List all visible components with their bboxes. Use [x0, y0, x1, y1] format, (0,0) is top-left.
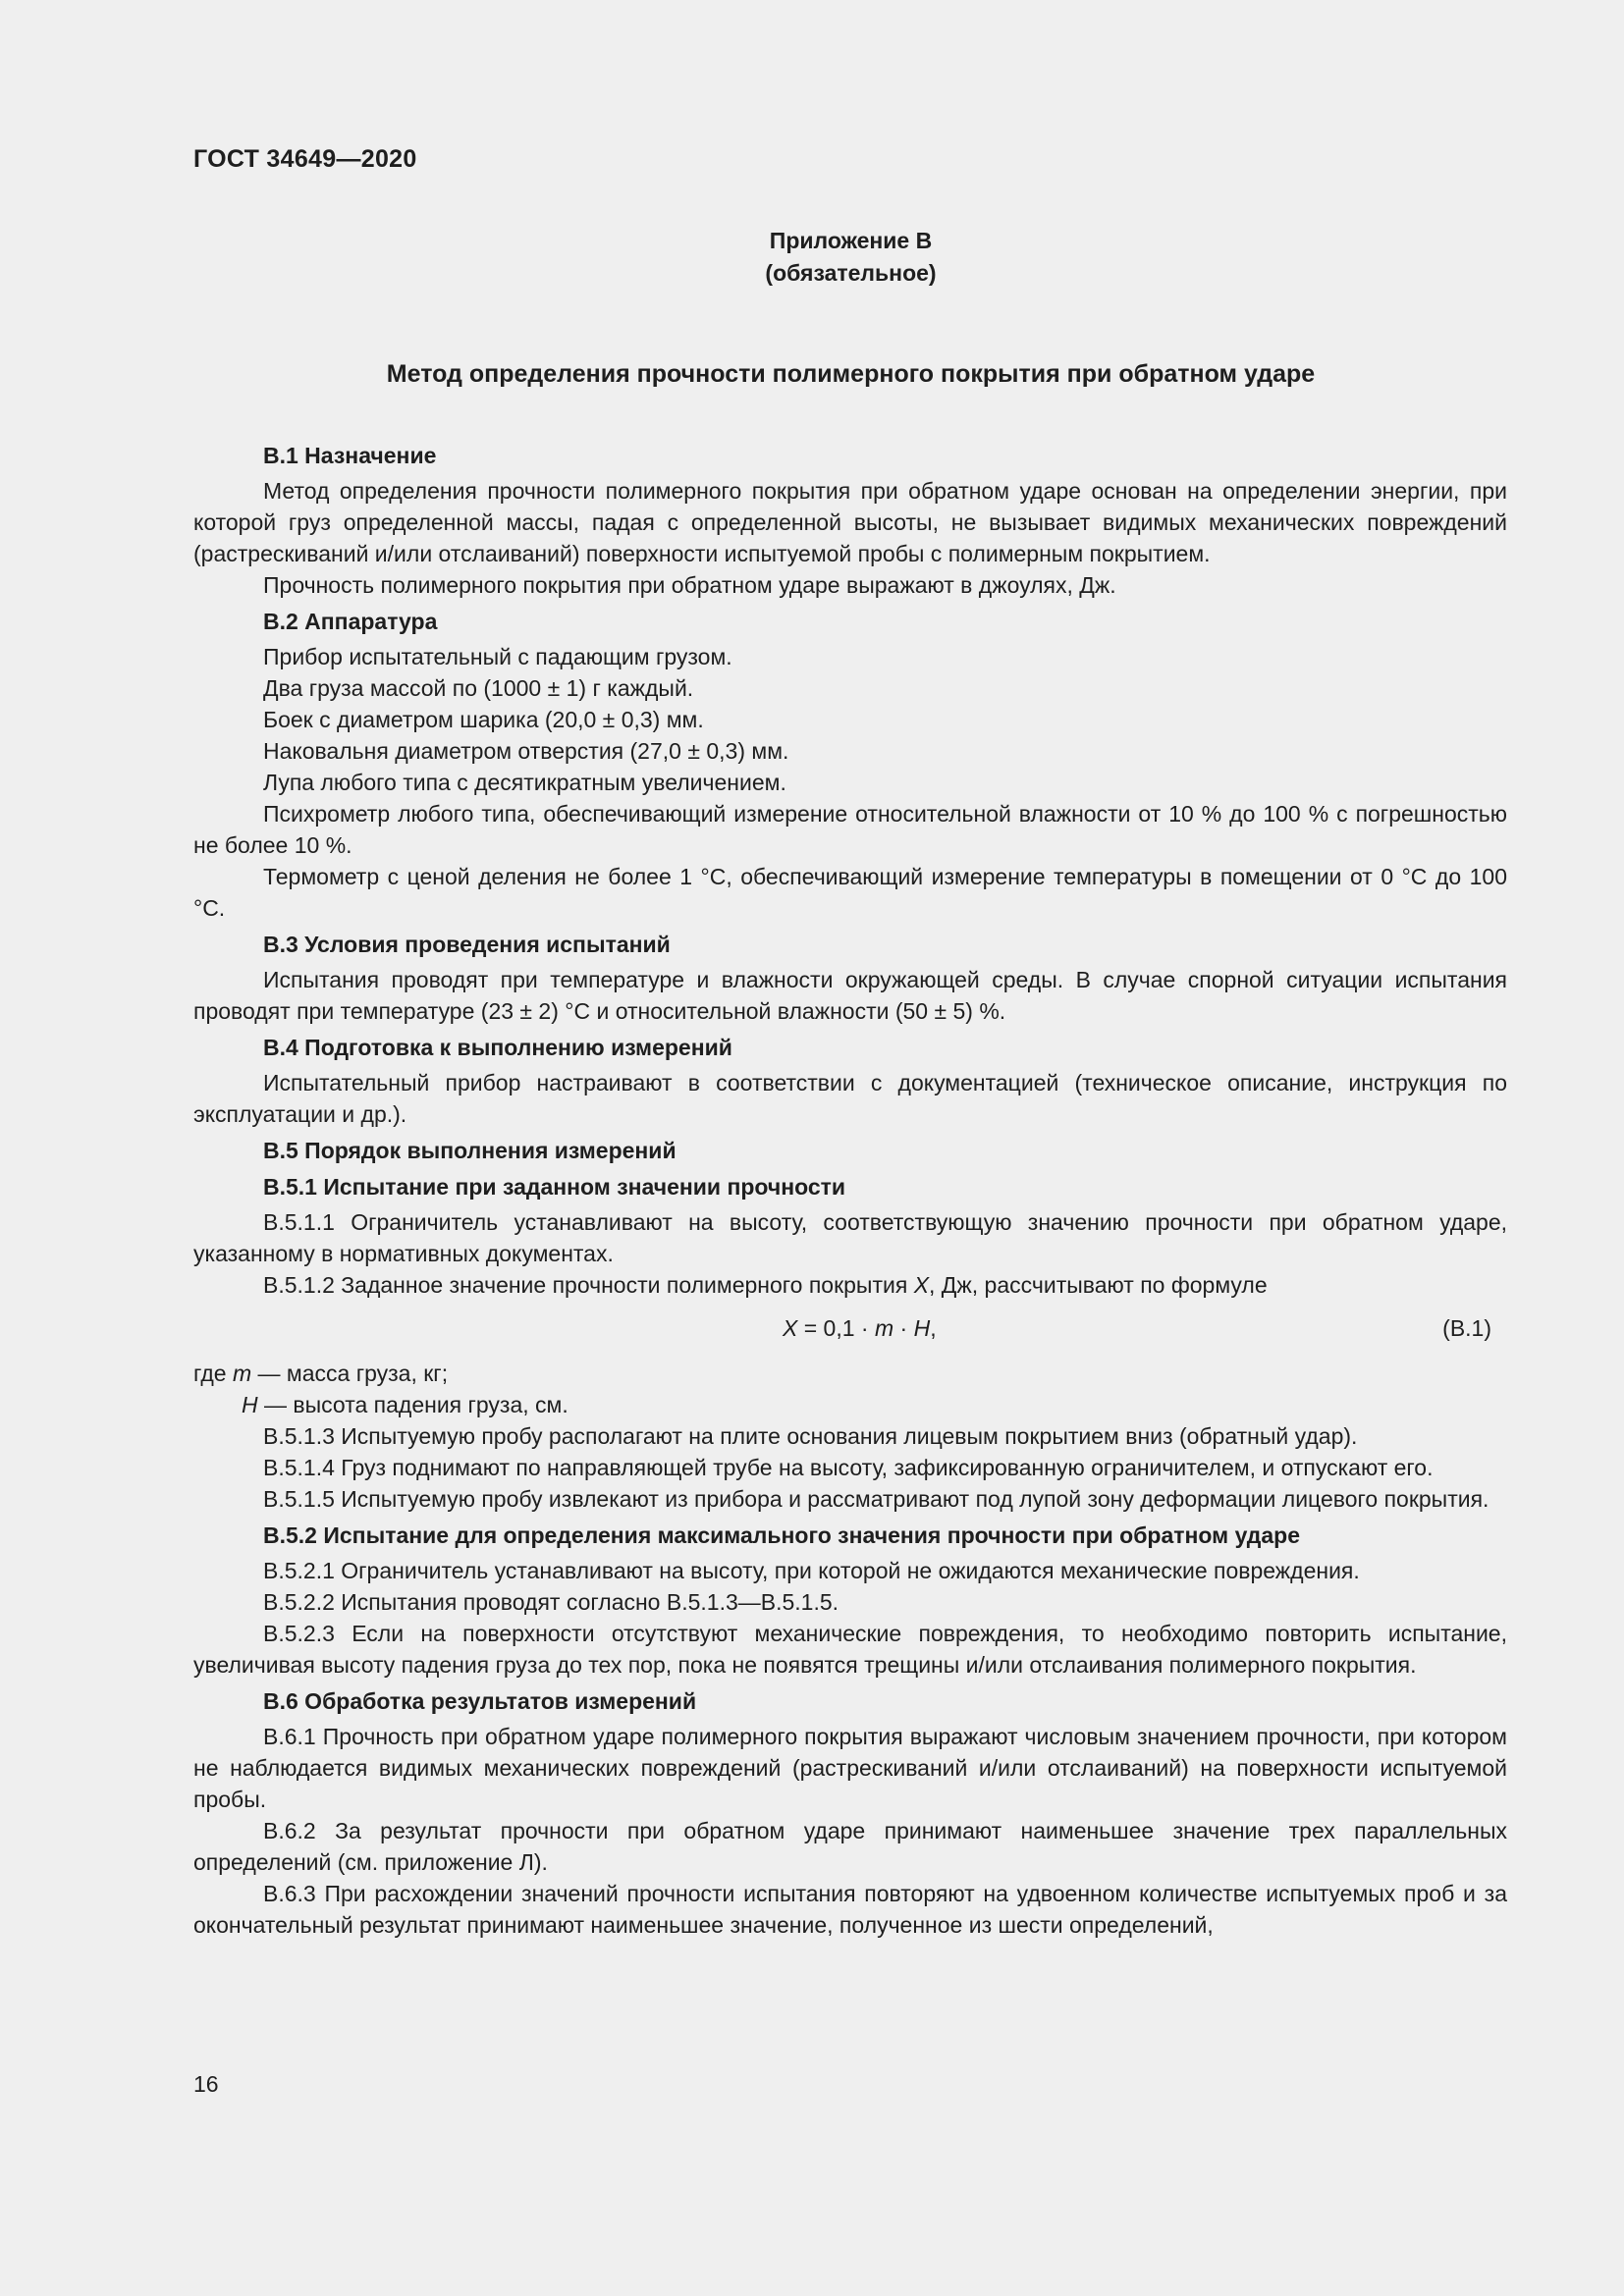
- formula-var-m: m: [874, 1315, 894, 1341]
- annex-status: (обязательное): [765, 260, 937, 286]
- variable-m: m: [232, 1361, 252, 1386]
- method-title: Метод определения прочности полимерного покрытия при обратном ударе: [386, 360, 1316, 388]
- paragraph: В.5.1.3 Испытуемую пробу располагают на плите основания лицевым покрытием вниз (обратный удар).: [263, 1423, 1358, 1449]
- text-run: В.5.1.2 Заданное значение прочности полимерного покрытия: [263, 1272, 914, 1298]
- text-run: , Дж, рассчитывают по формуле: [929, 1272, 1268, 1298]
- formula-op: = 0,1 ·: [797, 1315, 875, 1341]
- paragraph: В.5.2.3 Если на поверхности отсутствуют механические повреждения, то необходимо повторить испытание, увеличивая высоту падения груза до тех пор, пока не появятся трещины и/или отслаивания полимерного покрытия.: [193, 1621, 1507, 1678]
- paragraph: В.5.2.2 Испытания проводят согласно В.5.1.3—В.5.1.5.: [263, 1589, 839, 1615]
- paragraph: В.6.1 Прочность при обратном ударе полимерного покрытия выражают числовым значением прочности, при котором не наблюдается видимых механических повреждений (растрескиваний и/или отслаиваний) на поверхности испытуемой пробы.: [193, 1724, 1507, 1812]
- paragraph: В.5.2.1 Ограничитель устанавливают на высоту, при которой не ожидаются механические повреждения.: [263, 1558, 1360, 1583]
- paragraph: Испытания проводят при температуре и влажности окружающей среды. В случае спорной ситуации испытания проводят при температуре (23 ± 2) °С и относительной влажности (50 ± 5) %.: [193, 967, 1507, 1024]
- annex-heading: [0, 225, 1624, 290]
- paragraph: В.5.1.4 Груз поднимают по направляющей трубе на высоту, зафиксированную ограничителем, и отпускают его.: [263, 1455, 1434, 1480]
- formula-b1: [193, 1312, 1507, 1344]
- paragraph: В.6.2 За результат прочности при обратном ударе принимают наименьшее значение трех параллельных определений (см. приложение Л).: [193, 1818, 1507, 1875]
- text-run: где: [193, 1361, 233, 1386]
- formula-number: (В.1): [1442, 1315, 1491, 1341]
- section-heading-b1: В.1 Назначение: [263, 443, 437, 468]
- section-heading-b6: В.6 Обработка результатов измерений: [263, 1688, 697, 1714]
- text-run: — масса груза, кг;: [251, 1361, 449, 1386]
- formula-var-h: H: [913, 1315, 931, 1341]
- list-item: Прибор испытательный с падающим грузом.: [263, 644, 732, 669]
- formula-where-m: [193, 1358, 1507, 1389]
- formula-punct: ,: [930, 1315, 937, 1341]
- list-item: Боек с диаметром шарика (20,0 ± 0,3) мм.: [263, 707, 704, 732]
- document-header: ГОСТ 34649—2020: [193, 145, 417, 173]
- paragraph: Метод определения прочности полимерного покрытия при обратном ударе основан на определении энергии, при которой груз определенной массы, падая с определенной высоты, не вызывает видимых механических повреждений (растрескиваний и/или отслаиваний) поверхности испытуемой пробы с полимерным покрытием.: [193, 478, 1507, 566]
- list-item: Психрометр любого типа, обеспечивающий измерение относительной влажности от 10 % до 100 % с погрешностью не более 10 %.: [193, 801, 1507, 858]
- section-heading-b3: В.3 Условия проведения испытаний: [263, 932, 671, 957]
- list-item: Лупа любого типа с десятикратным увеличением.: [263, 770, 786, 795]
- paragraph: Испытательный прибор настраивают в соответствии с документацией (техническое описание, инструкция по эксплуатации и др.).: [193, 1070, 1507, 1127]
- subsection-heading-b51: В.5.1 Испытание при заданном значении прочности: [263, 1174, 846, 1200]
- variable-h: H: [242, 1392, 258, 1417]
- section-heading-b4: В.4 Подготовка к выполнению измерений: [263, 1035, 732, 1060]
- list-item: Наковальня диаметром отверстия (27,0 ± 0,3) мм.: [263, 738, 789, 764]
- formula-expression: [783, 1312, 937, 1344]
- section-heading-b2: В.2 Аппаратура: [263, 609, 438, 634]
- paragraph: В.6.3 При расхождении значений прочности испытания повторяют на удвоенном количестве испытуемых проб и за окончательный результат принимают наименьшее значение, полученное из шести определений,: [193, 1881, 1507, 1938]
- document-body: [193, 440, 1507, 1941]
- list-item: Термометр с ценой деления не более 1 °С, обеспечивающий измерение температуры в помещении от 0 °С до 100 °С.: [193, 864, 1507, 921]
- paragraph: [193, 1269, 1507, 1301]
- section-heading-b5: В.5 Порядок выполнения измерений: [263, 1138, 677, 1163]
- formula-where-h: [193, 1389, 1507, 1420]
- subsection-heading-b52: В.5.2 Испытание для определения максимального значения прочности при обратном ударе: [263, 1522, 1301, 1548]
- formula-op: ·: [893, 1315, 914, 1341]
- annex-title: Приложение В: [769, 228, 933, 253]
- page-number: 16: [193, 2071, 219, 2097]
- paragraph: Прочность полимерного покрытия при обратном ударе выражают в джоулях, Дж.: [263, 572, 1116, 598]
- formula-var-x: X: [783, 1315, 798, 1341]
- list-item: Два груза массой по (1000 ± 1) г каждый.: [263, 675, 694, 701]
- text-run: — высота падения груза, см.: [257, 1392, 568, 1417]
- paragraph: В.5.1.1 Ограничитель устанавливают на высоту, соответствующую значению прочности при обратном ударе, указанному в нормативных документах.: [193, 1209, 1507, 1266]
- paragraph: В.5.1.5 Испытуемую пробу извлекают из прибора и рассматривают под лупой зону деформации лицевого покрытия.: [263, 1486, 1489, 1512]
- variable-x: X: [913, 1272, 930, 1298]
